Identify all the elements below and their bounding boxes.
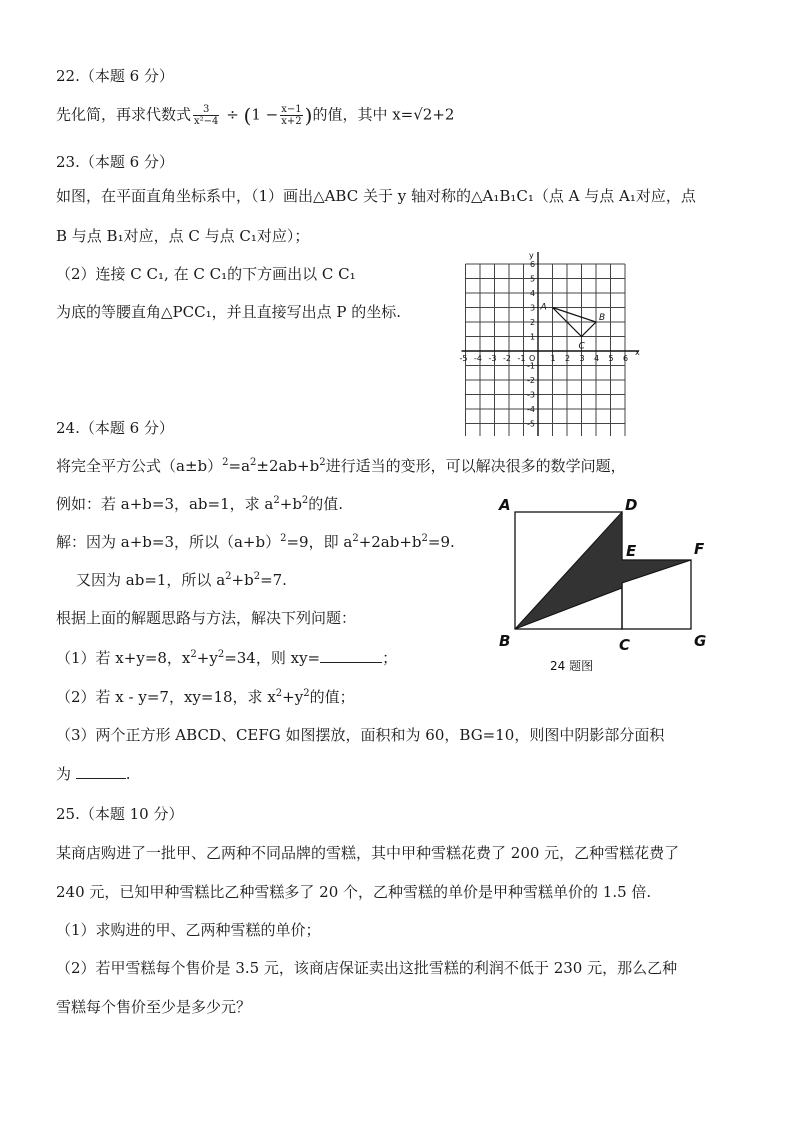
y-tick-label: 1	[530, 332, 536, 342]
q22-prefix: 先化简，再求代数式	[56, 105, 192, 124]
x-tick-label: 2	[565, 354, 571, 363]
fig-label-e: E	[626, 542, 637, 560]
y-tick-label: 5	[530, 274, 536, 284]
q24-part1	[56, 648, 397, 668]
q22-fraction-1	[193, 104, 219, 127]
exp: 2	[319, 457, 326, 468]
x-tick-label: 1	[550, 354, 556, 363]
fig-label-b: B	[499, 632, 511, 650]
fig-label-a: A	[499, 496, 511, 514]
q24-p3-a: 为	[56, 765, 72, 783]
q22-suffix: 的值，其中 x=√2+2	[312, 105, 455, 124]
exp: 2	[352, 533, 359, 544]
q25-part2-line2: 雪糕每个售价至少是多少元？	[56, 998, 252, 1016]
exp: 2	[303, 688, 310, 699]
q22-frac1-num: 3	[193, 104, 219, 116]
x-tick-label: -2	[503, 354, 511, 363]
q22-one-minus: 1 −	[251, 105, 279, 124]
q22-paren-close: )	[304, 103, 313, 128]
q24-sol-a: 解：因为 a+b=3，所以（a+b）	[56, 533, 281, 551]
q25-header: 25.（本题 10 分）	[56, 805, 184, 823]
origin-label: O	[529, 354, 536, 363]
q22-frac2-num: x−1	[281, 104, 302, 115]
q24-also	[76, 570, 287, 590]
x-tick-label: 6	[623, 354, 629, 363]
q24-intro-a: 将完全平方公式（a±b）	[56, 457, 223, 475]
q25-line1: 某商店购进了一批甲、乙两种不同品牌的雪糕，其中甲种雪糕花费了 200 元，乙种雪糕花费了	[56, 844, 680, 862]
q22-header: 22.（本题 6 分）	[56, 67, 174, 85]
exp: 2	[273, 495, 280, 506]
q22-div-sign: ÷	[226, 105, 239, 124]
y-tick-label: 6	[530, 260, 536, 269]
q24-part2	[56, 687, 355, 707]
exp: 2	[301, 495, 309, 506]
q22-frac1-den: x²−4	[194, 116, 219, 127]
q23-line2: B 与点 B₁对应，点 C 与点 C₁对应）；	[56, 227, 310, 245]
q24-p2-a: （2）若 x - y=7，xy=18，求 x	[56, 688, 276, 706]
q22-frac2-den: x+2	[281, 116, 302, 127]
answer-blank-1[interactable]	[320, 648, 382, 663]
answer-blank-2[interactable]	[76, 764, 126, 779]
exp: 2	[280, 533, 287, 544]
q22-paren-open: (	[243, 103, 252, 128]
y-tick-label: -2	[527, 376, 535, 385]
point-label-b: B	[599, 313, 606, 323]
q23-line4: 为底的等腰直角△PCC₁，并且直接写出点 P 的坐标.	[56, 303, 401, 321]
q22-fraction-2	[280, 104, 302, 127]
fig-label-d: D	[625, 496, 638, 514]
q24-also-b: +b	[231, 571, 254, 589]
q24-ex-a: 例如：若 a+b=3，ab=1，求 a	[56, 495, 274, 513]
y-tick-label: 4	[530, 289, 536, 298]
exp: 2	[217, 649, 225, 660]
exp: 2	[190, 649, 197, 660]
q23-line3: （2）连接 C C₁, 在 C C₁的下方画出以 C C₁	[56, 265, 356, 283]
q24-intro	[56, 456, 626, 476]
q24-also-c: =7.	[260, 571, 287, 589]
point-label-a: A	[540, 302, 547, 313]
x-axis-label: x	[635, 348, 640, 357]
exp: 2	[225, 571, 232, 582]
q24-p1-b: +y	[196, 649, 218, 667]
fig-label-g: G	[694, 632, 707, 650]
q24-intro-b: =a	[228, 457, 251, 475]
q24-header: 24.（本题 6 分）	[56, 419, 174, 437]
q24-task: 根据上面的解题思路与方法，解决下列问题：	[56, 609, 357, 627]
fig-label-f: F	[694, 540, 705, 558]
q24-figure	[495, 490, 725, 675]
y-tick-label: -5	[527, 419, 535, 429]
q25-part2-line1: （2）若甲雪糕每个售价是 3.5 元，该商店保证卖出这批雪糕的利润不低于 230 元，那么乙种	[56, 959, 678, 977]
q23-header: 23.（本题 6 分）	[56, 153, 174, 171]
q25-line2: 240 元，已知甲种雪糕比乙种雪糕多了 20 个，乙种雪糕的单价是甲种雪糕单价的 1.5 倍.	[56, 883, 652, 901]
fig-caption: 24 题图	[550, 659, 594, 673]
q22-text	[56, 104, 454, 127]
exp: 2	[421, 533, 428, 544]
q24-part3-line1: （3）两个正方形 ABCD、CEFG 如图摆放，面积和为 60，BG=10，则图中阴影部分面积	[56, 726, 665, 744]
x-tick-label: 5	[608, 354, 614, 363]
y-axis-label: y	[529, 251, 534, 260]
y-tick-label: 2	[530, 318, 536, 327]
q24-sol-c: +2ab+b	[358, 533, 422, 551]
q24-sol-b: =9，即 a	[286, 533, 353, 551]
q25-part1: （1）求购进的甲、乙两种雪糕的单价；	[56, 921, 321, 939]
exp: 2	[275, 688, 283, 699]
q24-p1-c: =34，则 xy=	[224, 649, 321, 667]
exp: 2	[222, 457, 229, 468]
x-tick-label: 3	[579, 354, 585, 363]
q24-p2-c: 的值；	[309, 688, 355, 706]
fig-label-c: C	[619, 636, 631, 654]
y-tick-label: -4	[527, 405, 535, 414]
y-tick-label: -3	[527, 390, 535, 400]
q24-p2-b: +y	[282, 688, 304, 706]
q23-line1: 如图，在平面直角坐标系中，（1）画出△ABC 关于 y 轴对称的△A₁B₁C₁（点 A 与点 A₁对应，点	[56, 187, 696, 205]
q24-p1-d: ；	[382, 649, 398, 667]
y-tick-label: -1	[527, 361, 535, 371]
point-label-c: C	[578, 341, 585, 352]
x-tick-label: 4	[594, 354, 600, 363]
exp: 2	[253, 571, 261, 582]
q24-solution	[56, 532, 455, 552]
q24-part3-line2	[56, 764, 131, 784]
q23-coordinate-grid	[455, 236, 670, 436]
q24-p3-b: .	[125, 765, 131, 783]
q24-ex-b: +b	[279, 495, 302, 513]
q24-ex-c: 的值.	[308, 495, 344, 513]
x-tick-label: -5	[459, 354, 468, 363]
q24-p1-a: （1）若 x+y=8，x	[56, 649, 191, 667]
y-tick-label: 3	[530, 303, 536, 313]
exp: 2	[250, 457, 257, 468]
q24-intro-d: 进行适当的变形，可以解决很多的数学问题，	[325, 457, 626, 475]
q24-intro-c: ±2ab+b	[256, 457, 320, 475]
x-tick-label: -1	[517, 354, 526, 363]
q24-also-a: 又因为 ab=1，所以 a	[76, 571, 226, 589]
q24-sol-d: =9.	[427, 533, 455, 551]
x-tick-label: -4	[474, 354, 482, 363]
x-tick-label: -3	[488, 354, 497, 363]
q24-example	[56, 494, 343, 514]
